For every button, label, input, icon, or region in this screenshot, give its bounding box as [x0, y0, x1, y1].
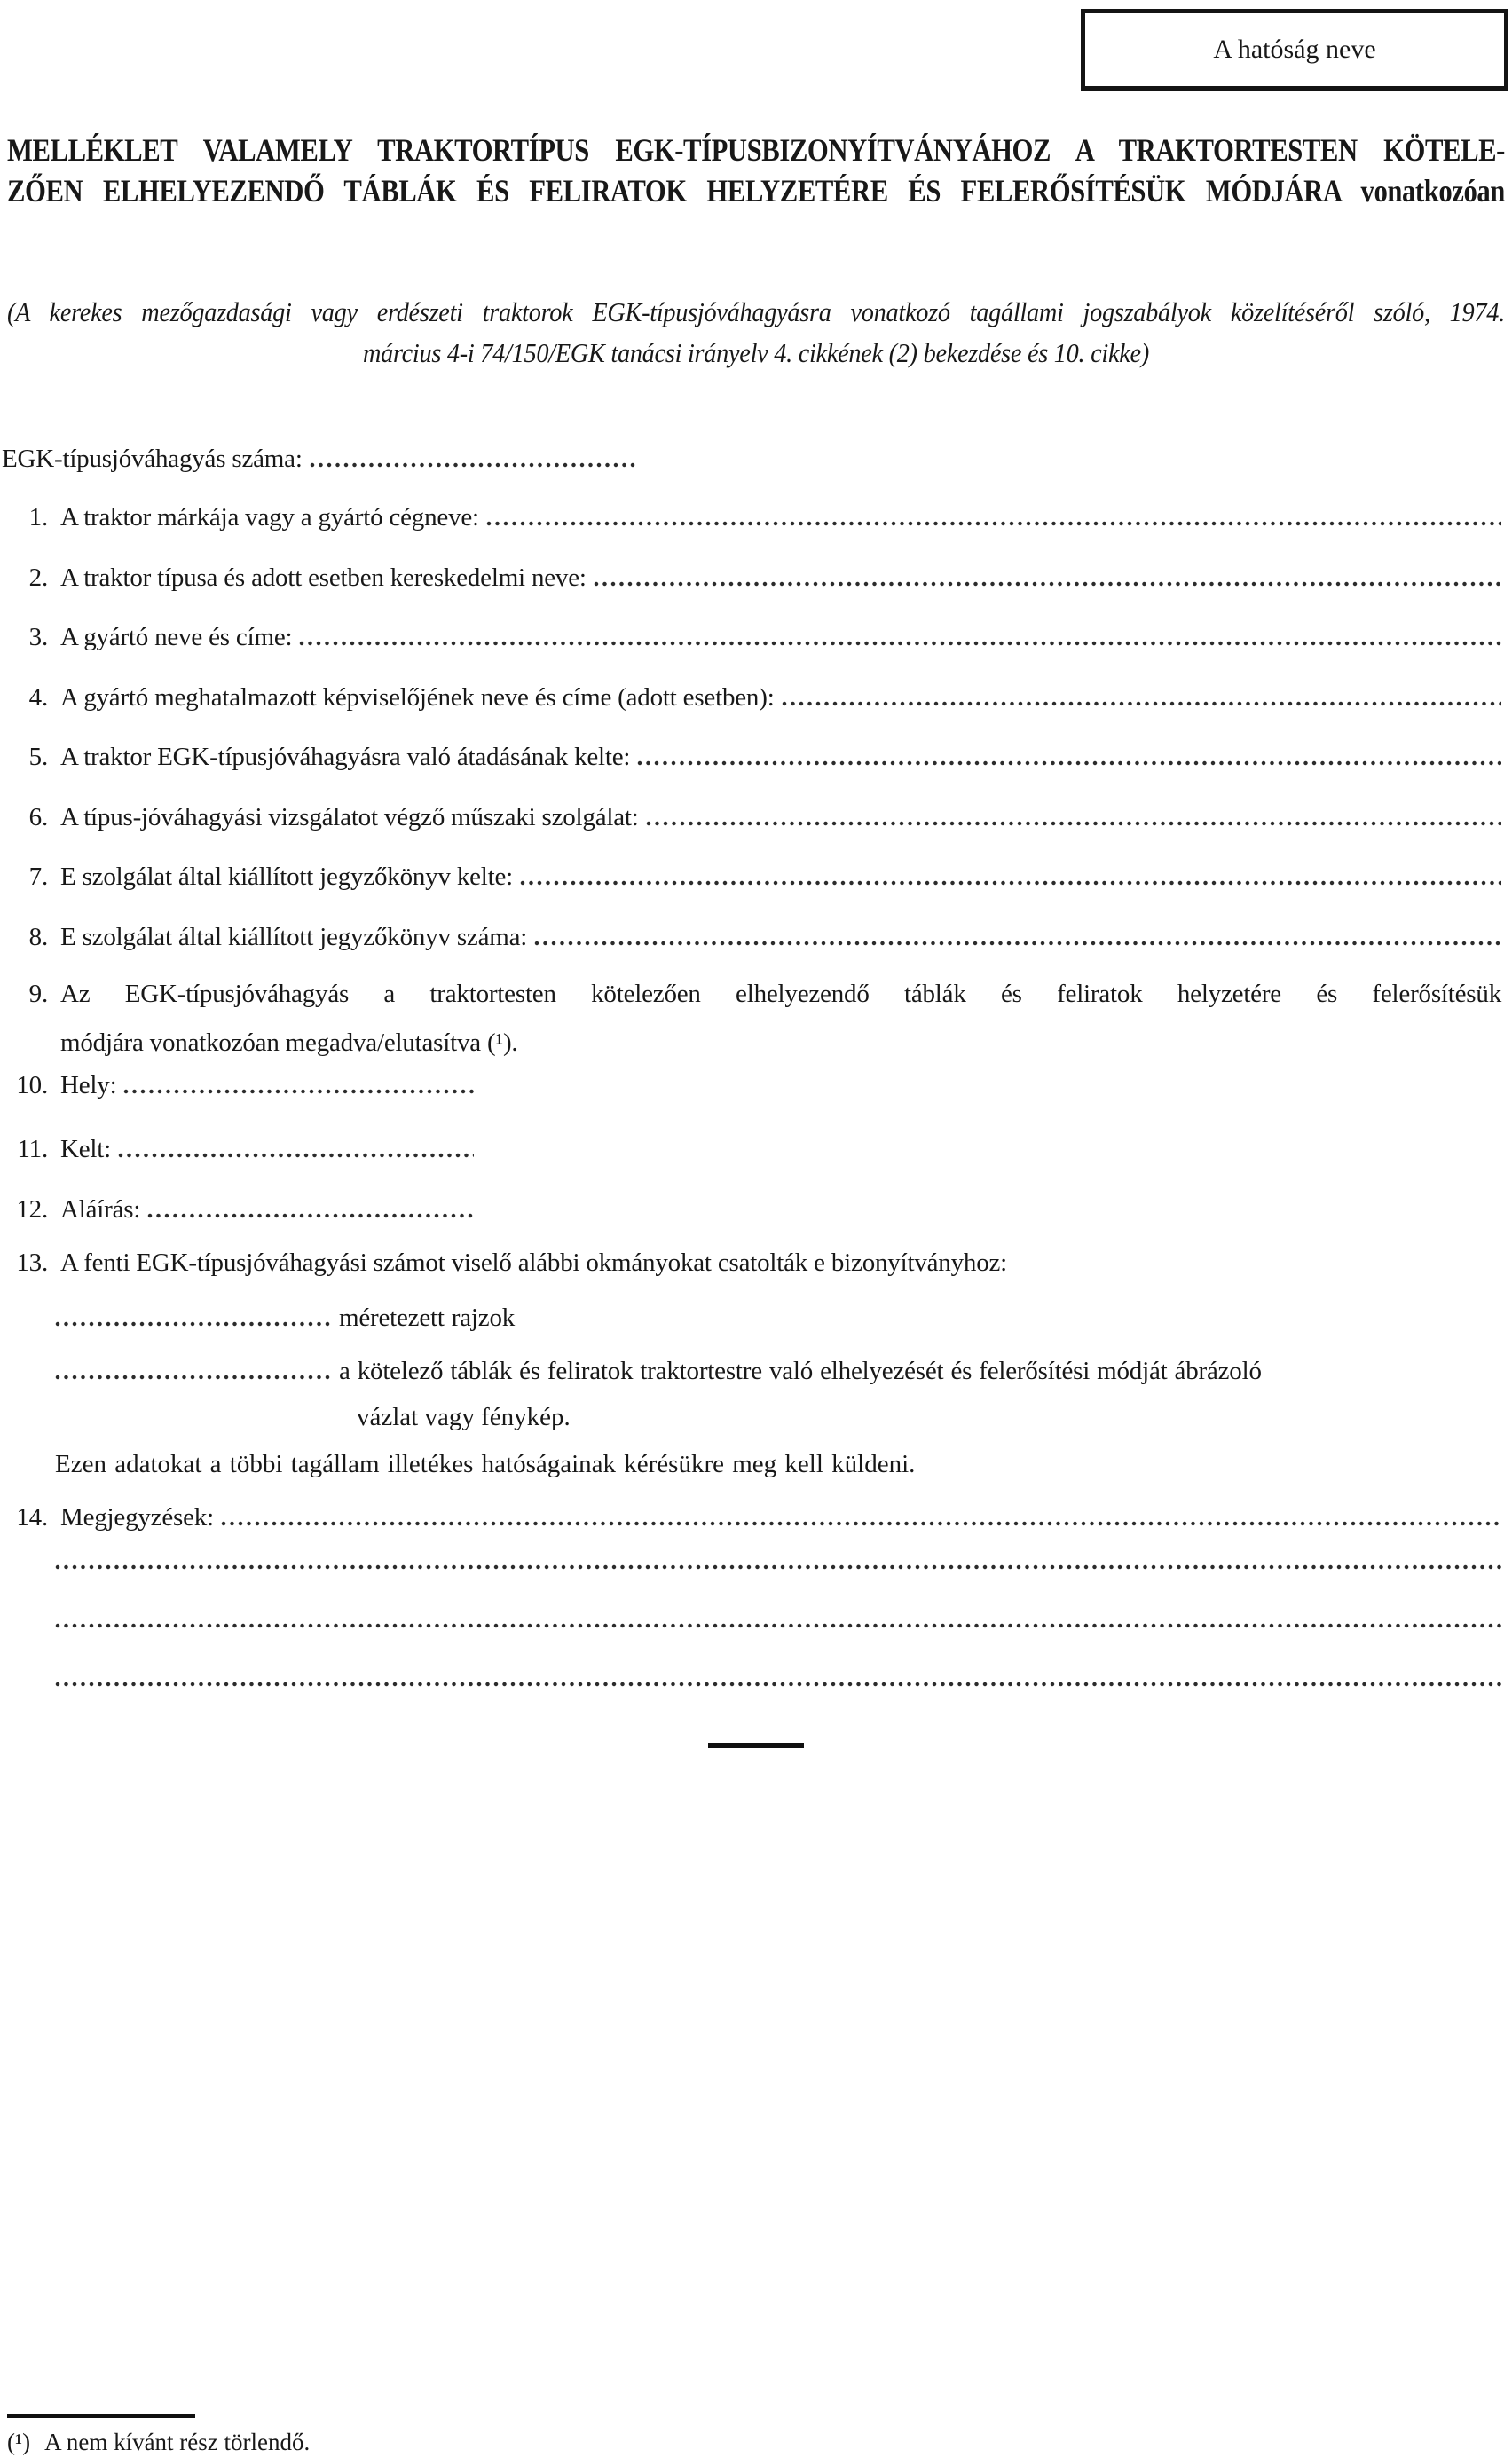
item-9-body: [60, 970, 1501, 1067]
dotted-field: [520, 878, 1501, 887]
item-label: A fenti EGK-típusjóváhagyási számot viselő alábbi okmányokat csatolták e bizonyítványhoz:: [60, 1249, 1008, 1277]
item-number: 14.: [16, 1503, 48, 1532]
item-number: 6.: [28, 803, 48, 831]
footnote-text: A nem kívánt rész törlendő.: [44, 2429, 311, 2455]
form-item-12: [12, 1194, 474, 1225]
item-number: 3.: [28, 623, 48, 651]
item-number: 5.: [28, 743, 48, 771]
item-label: E szolgálat által kiállított jegyzőkönyv száma:: [60, 923, 528, 951]
document-title-line2: ZŐEN ELHELYEZENDŐ TÁBLÁK ÉS FELIRATOK HELYZETÉRE ÉS FELERŐSÍTÉSÜK MÓDJÁRA vonatkozóan: [7, 173, 1505, 209]
form-item-9: [12, 970, 1501, 1067]
form-item-11: [12, 1134, 474, 1164]
approval-number-row: [2, 444, 635, 474]
dotted-field: [147, 1211, 474, 1220]
item-label: A traktor márkája vagy a gyártó cégneve:: [60, 503, 479, 532]
dotted-field: [637, 759, 1501, 768]
dotted-field: [123, 1087, 474, 1096]
form-item-3: [12, 622, 1501, 652]
item-number: 8.: [28, 923, 48, 951]
item-9-line1: Az EGK-típusjóváhagyás a traktortesten kötelezően elhelyezendő táblák és feliratok helyzetére és felerősítésük: [60, 980, 1501, 1008]
remarks-dotted-line-1: [55, 1563, 1501, 1572]
form-item-4: [12, 682, 1501, 713]
item-number: 2.: [28, 563, 48, 592]
item-label: A gyártó neve és címe:: [60, 623, 293, 651]
attachment-sketch-continuation: vázlat vagy fénykép.: [357, 1403, 571, 1431]
section-divider: [708, 1743, 804, 1748]
form-item-14: [12, 1502, 1501, 1532]
dotted-field: [55, 1320, 330, 1328]
attachment-label-drawings: méretezett rajzok: [339, 1304, 516, 1332]
item-9-line2: módjára vonatkozóan megadva/elutasítva (¹).: [60, 1028, 518, 1057]
item-label: A traktor EGK-típusjóváhagyásra való átadásának kelte:: [60, 743, 631, 771]
dotted-field: [55, 1373, 330, 1382]
dotted-field: [486, 519, 1501, 528]
item-number: 11.: [17, 1135, 48, 1163]
remarks-dotted-line-2: [55, 1621, 1501, 1630]
item-label: A gyártó meghatalmazott képviselőjének neve és címe (adott esetben):: [60, 683, 775, 712]
item-number: 4.: [28, 683, 48, 712]
form-item-5: [12, 742, 1501, 772]
form-item-7: [12, 862, 1501, 892]
document-title-line1: MELLÉKLET VALAMELY TRAKTORTÍPUS EGK-TÍPUSBIZONYÍTVÁNYÁHOZ A TRAKTORTESTEN KÖTELE-: [7, 132, 1505, 168]
item-number: 7.: [28, 863, 48, 891]
footnote-divider: [7, 2414, 195, 2418]
item-label: Kelt:: [60, 1135, 111, 1163]
dotted-field: [118, 1151, 474, 1160]
legal-basis-line1: (A kerekes mezőgazdasági vagy erdészeti traktorok EGK-típusjóváhagyásra vonatkozó tagállami jogszabályok közelítéséről szóló, 1974.: [7, 296, 1505, 327]
legal-basis-line2: március 4-i 74/150/EGK tanácsi irányelv 4. cikkének (2) bekezdése és 10. cikke): [362, 337, 1149, 368]
item-number: 12.: [16, 1195, 48, 1224]
form-item-6: [12, 802, 1501, 832]
distribution-note: Ezen adatokat a többi tagállam illetékes hatóságainak kérésükre meg kell küldeni.: [55, 1450, 916, 1478]
item-label: Megjegyzések:: [60, 1503, 214, 1532]
dotted-field: [594, 579, 1501, 588]
approval-number-label: EGK-típusjóváhagyás száma:: [2, 445, 303, 473]
item-label: Hely:: [60, 1071, 117, 1099]
form-item-10: [12, 1070, 474, 1100]
dotted-field: [782, 699, 1501, 708]
item-label: A traktor típusa és adott esetben kereskedelmi neve:: [60, 563, 587, 592]
footnote-marker: (¹): [7, 2429, 31, 2455]
remarks-dotted-line-3: [55, 1680, 1501, 1689]
item-label: A típus-jóváhagyási vizsgálatot végző műszaki szolgálat:: [60, 803, 639, 831]
item-number: 9.: [28, 980, 48, 1008]
attachment-row-sketch: [55, 1356, 1501, 1386]
footnote: [7, 2428, 310, 2456]
form-item-1: [12, 502, 1501, 532]
item-number: 1.: [28, 503, 48, 532]
item-number: 10.: [16, 1071, 48, 1099]
dotted-field: [534, 939, 1501, 948]
form-item-8: [12, 922, 1501, 952]
dotted-field: [299, 639, 1501, 648]
form-item-2: [12, 563, 1501, 593]
item-label: E szolgálat által kiállított jegyzőkönyv kelte:: [60, 863, 514, 891]
item-label: Aláírás:: [60, 1195, 141, 1224]
authority-box-label: A hatóság neve: [1213, 35, 1376, 64]
attachment-sketch-line1: a kötelező táblák és feliratok traktortestre való elhelyezését és felerősítési módját ábrázoló: [339, 1357, 1262, 1385]
dotted-field: [310, 461, 635, 469]
attachment-row-drawings: [55, 1303, 515, 1333]
item-number: 13.: [16, 1249, 48, 1277]
dotted-field: [646, 819, 1501, 828]
dotted-field: [221, 1519, 1501, 1528]
authority-box: [1081, 9, 1508, 91]
form-item-13: [12, 1248, 1007, 1278]
